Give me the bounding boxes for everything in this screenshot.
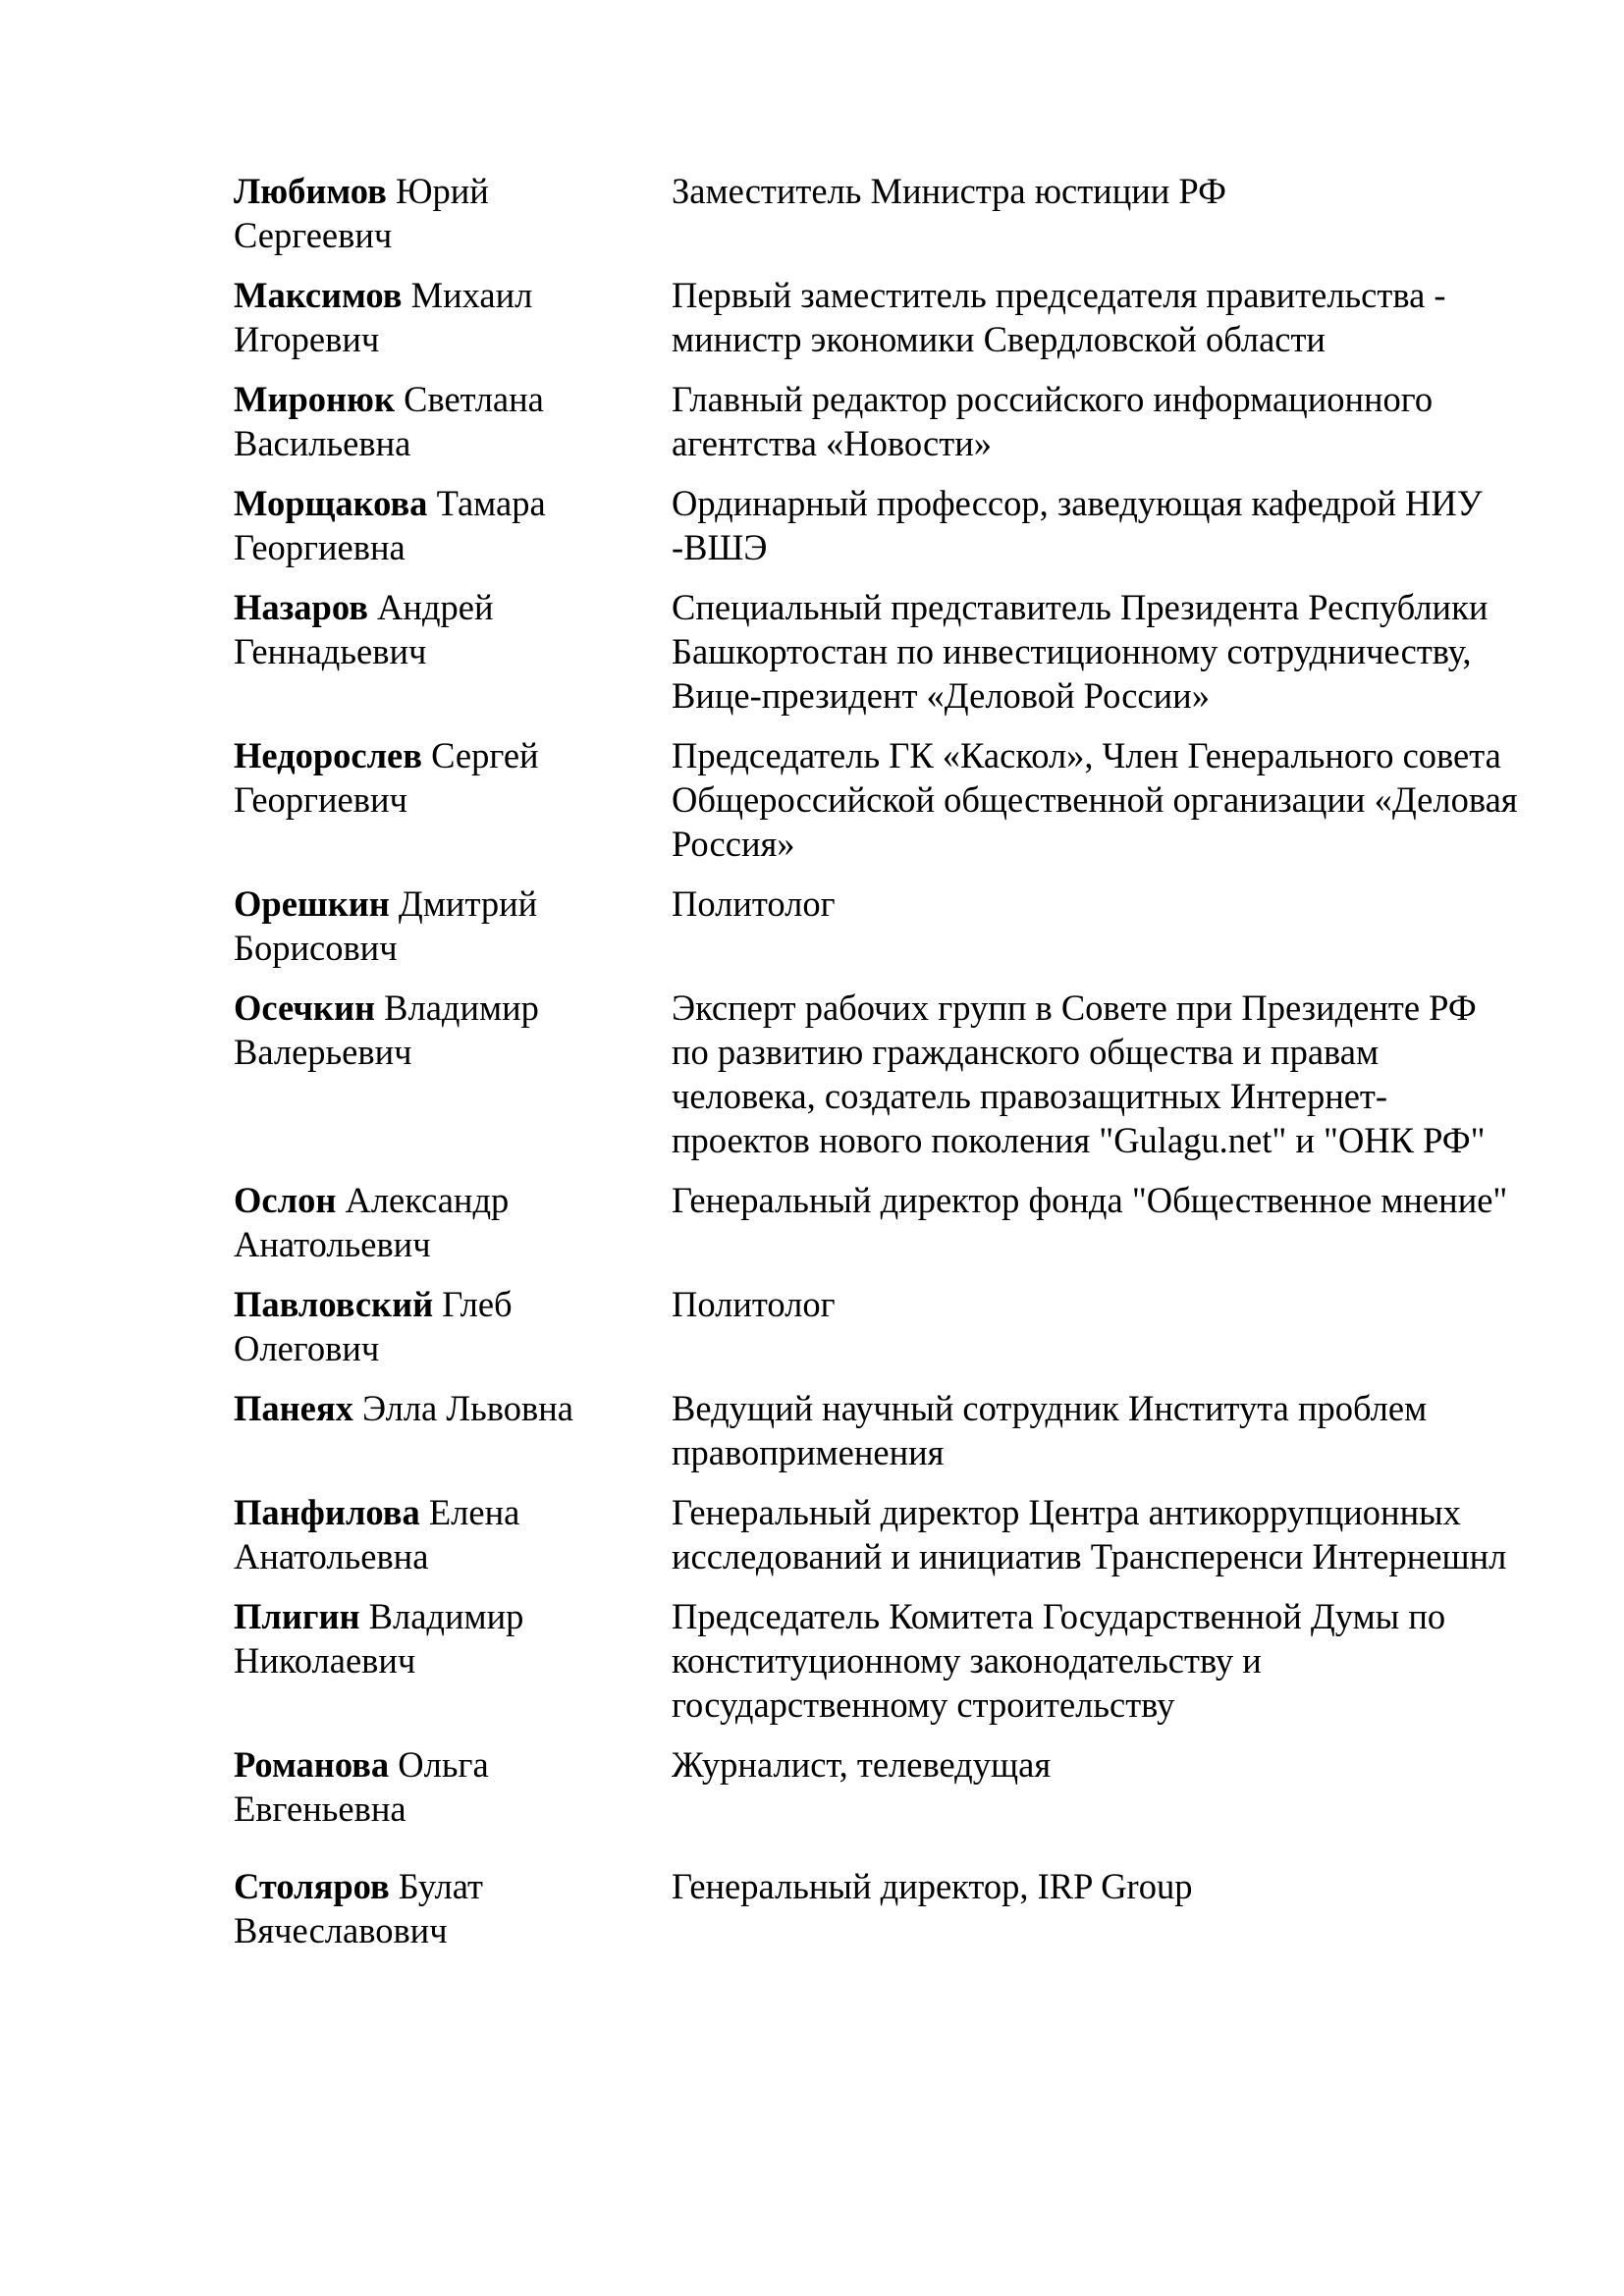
member-given-names: Владимир Николаевич <box>234 1596 524 1681</box>
member-given-names: Элла Львовна <box>362 1388 573 1428</box>
member-name <box>234 1282 672 1386</box>
member-name <box>234 169 672 273</box>
member-position: Главный редактор российского информационного агентства «Новости» <box>672 379 1434 463</box>
member-surname: Павловский <box>234 1284 434 1324</box>
member-name <box>234 1490 672 1594</box>
member-position: Политолог <box>672 1284 836 1324</box>
members-table-body <box>234 169 1520 1968</box>
member-given-names: Дмитрий Борисович <box>234 883 538 968</box>
member-surname: Столяров <box>234 1866 390 1906</box>
member-row <box>234 585 1520 733</box>
member-position: Политолог <box>672 883 836 924</box>
member-surname: Любимов <box>234 171 387 211</box>
member-name <box>234 1594 672 1742</box>
member-surname: Плигин <box>234 1596 360 1636</box>
member-position: Ординарный профессор, заведующая кафедрой НИУ -ВШЭ <box>672 483 1483 567</box>
member-surname: Романова <box>234 1744 390 1785</box>
member-row <box>234 273 1520 377</box>
member-row <box>234 481 1520 585</box>
member-position: Генеральный директор Центра антикоррупционных исследований и инициатив Трансперенси Интернешнл <box>672 1492 1507 1576</box>
member-surname: Морщакова <box>234 483 428 523</box>
member-given-names: Тамара Георгиевна <box>234 483 546 567</box>
member-name <box>234 1864 672 1968</box>
member-given-names: Сергей Георгиевич <box>234 735 539 820</box>
member-surname: Панфилова <box>234 1492 420 1532</box>
member-name <box>234 1742 672 1864</box>
member-surname: Миронюк <box>234 379 395 419</box>
member-surname: Недорослев <box>234 735 422 775</box>
member-given-names: Владимир Валерьевич <box>234 988 539 1072</box>
member-position: Первый заместитель председателя правительства - министр экономики Свердловской области <box>672 275 1446 359</box>
member-given-names: Юрий Сергеевич <box>234 171 489 255</box>
member-name <box>234 377 672 481</box>
member-given-names: Елена Анатольевна <box>234 1492 520 1576</box>
member-given-names: Глеб Олегович <box>234 1284 513 1368</box>
member-row <box>234 1864 1520 1968</box>
member-name <box>234 481 672 585</box>
member-name <box>234 986 672 1178</box>
member-row <box>234 377 1520 481</box>
member-given-names: Булат Вячеславович <box>234 1866 483 1950</box>
member-given-names: Михаил Игоревич <box>234 275 533 359</box>
member-name <box>234 585 672 733</box>
member-name <box>234 881 672 986</box>
member-given-names: Светлана Васильевна <box>234 379 544 463</box>
member-row <box>234 881 1520 986</box>
member-row <box>234 1282 1520 1386</box>
member-surname: Назаров <box>234 587 368 627</box>
member-surname: Осечкин <box>234 988 376 1028</box>
member-position: Генеральный директор, IRP Group <box>672 1866 1193 1906</box>
member-row <box>234 169 1520 273</box>
members-table <box>234 169 1520 1968</box>
member-row <box>234 1386 1520 1490</box>
member-name <box>234 1178 672 1282</box>
member-given-names: Ольга Евгеньевна <box>234 1744 489 1829</box>
member-surname: Панеях <box>234 1388 353 1428</box>
member-surname: Орешкин <box>234 883 390 924</box>
member-row <box>234 733 1520 881</box>
member-position: Журналист, телеведущая <box>672 1744 1052 1785</box>
member-name <box>234 273 672 377</box>
member-position: Специальный представитель Президента Республики Башкортостан по инвестиционному сотрудничеству, Вице-президент «Деловой России» <box>672 587 1489 716</box>
member-position: Эксперт рабочих групп в Совете при Президенте РФ по развитию гражданского общества и правам человека, создатель правозащитных Интернет-проектов нового поколения "Gulagu.net" и "ОНК РФ" <box>672 988 1486 1160</box>
member-given-names: Андрей Геннадьевич <box>234 587 494 671</box>
member-name <box>234 1386 672 1490</box>
member-position: Заместитель Министра юстиции РФ <box>672 171 1226 211</box>
member-row <box>234 1490 1520 1594</box>
member-row <box>234 1594 1520 1742</box>
member-row <box>234 1742 1520 1864</box>
member-row <box>234 1178 1520 1282</box>
member-row <box>234 986 1520 1178</box>
member-position: Председатель Комитета Государственной Думы по конституционному законодательству и государственному строительству <box>672 1596 1446 1725</box>
member-position: Генеральный директор фонда "Общественное мнение" <box>672 1180 1508 1220</box>
member-position: Ведущий научный сотрудник Института проблем правоприменения <box>672 1388 1428 1472</box>
member-surname: Максимов <box>234 275 403 315</box>
member-surname: Ослон <box>234 1180 337 1220</box>
member-name <box>234 733 672 881</box>
member-position: Председатель ГК «Каскол», Член Генерального совета Общероссийской общественной организации «Деловая Россия» <box>672 735 1518 864</box>
member-given-names: Александр Анатольевич <box>234 1180 510 1264</box>
